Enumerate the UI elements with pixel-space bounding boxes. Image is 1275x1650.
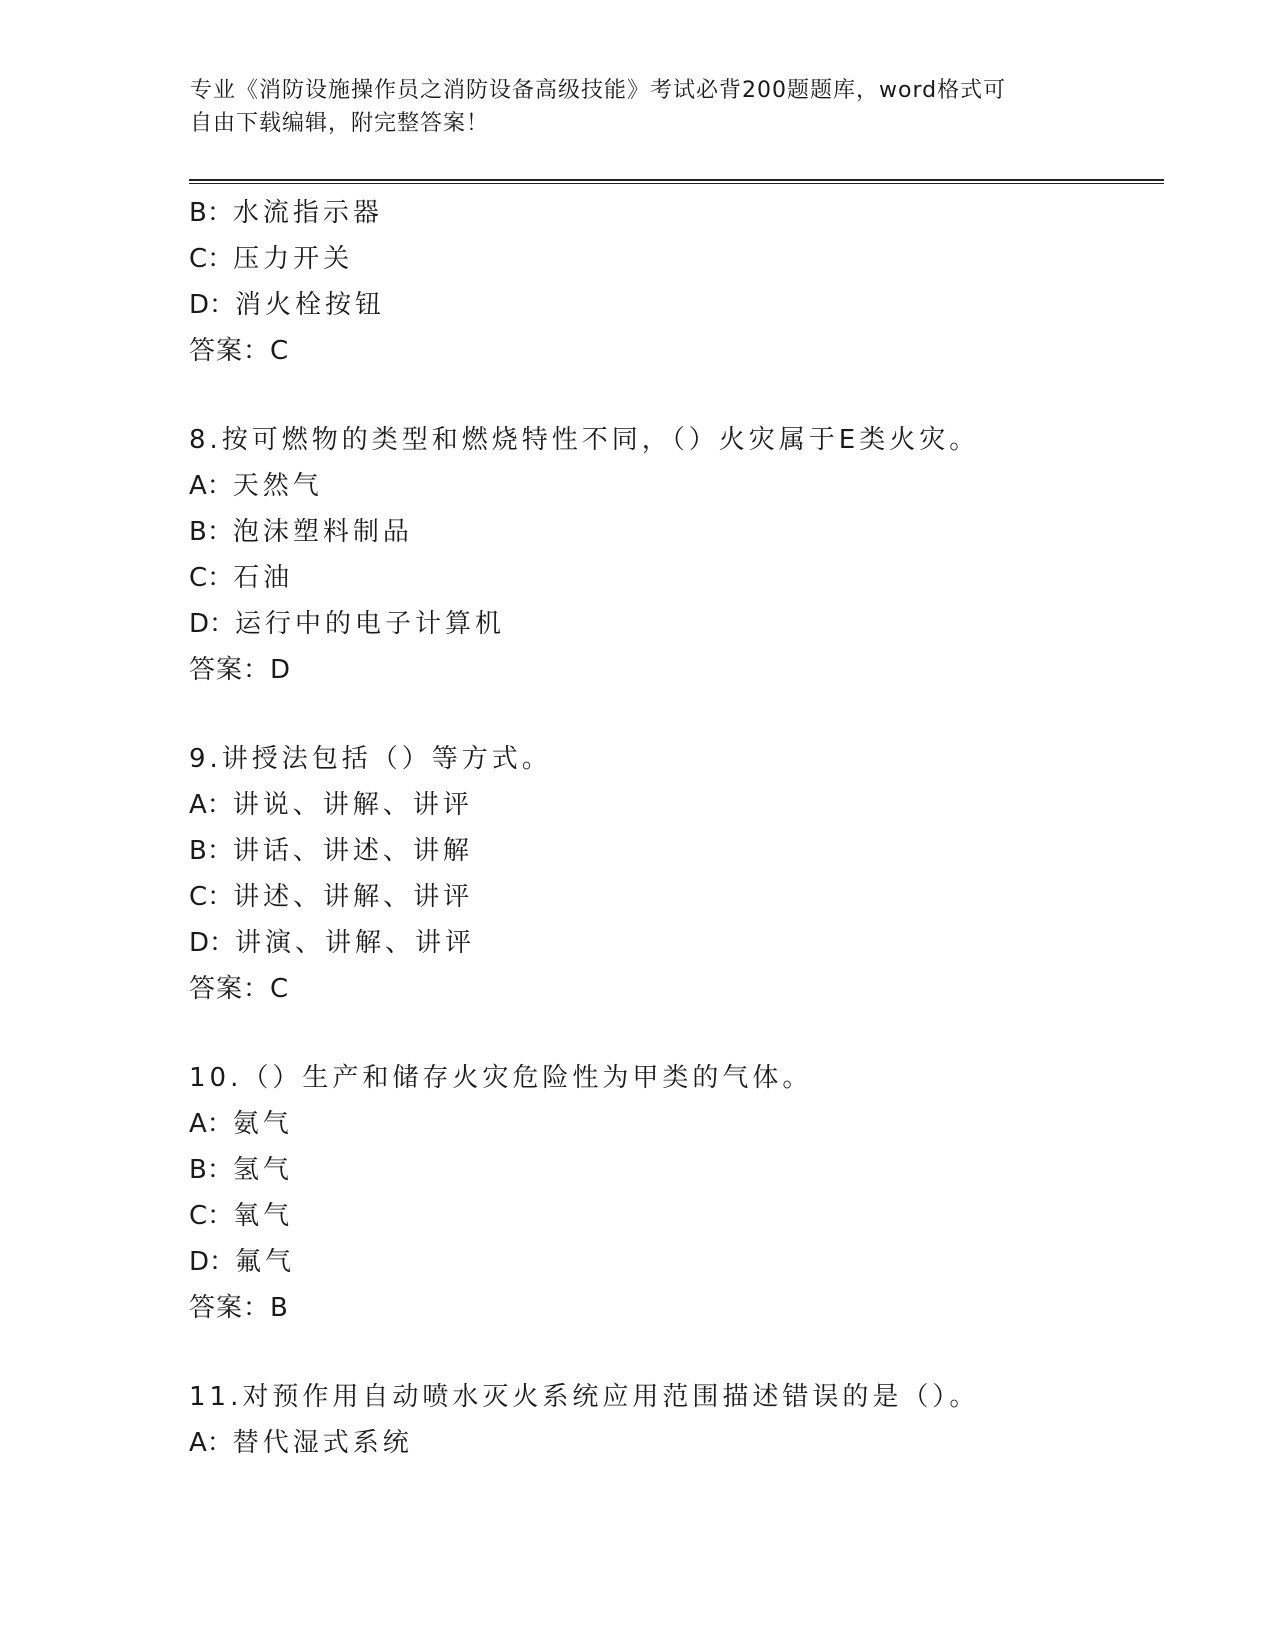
question-stem: 10.（）生产和储存火灾危险性为甲类的气体。 [189, 1063, 813, 1093]
question-8 [189, 417, 1169, 693]
option-c: C：氧气 [189, 1201, 294, 1231]
option-b: B：泡沫塑料制品 [189, 517, 413, 547]
option-b: B：水流指示器 [189, 198, 383, 228]
question-9 [189, 736, 1169, 1012]
document-header [190, 74, 1090, 140]
question-stem: 9.讲授法包括（）等方式。 [189, 744, 552, 774]
header-line-2: 自由下载编辑，附完整答案！ [190, 111, 490, 136]
question-10 [189, 1055, 1169, 1331]
option-a: A：氨气 [189, 1109, 293, 1139]
option-c: C：压力开关 [189, 244, 354, 274]
answer-line: 答案：B [189, 1293, 289, 1323]
question-7-continuation [189, 190, 1169, 374]
option-b: B：氢气 [189, 1155, 293, 1185]
option-c: C：石油 [189, 563, 294, 593]
option-c: C：讲述、讲解、讲评 [189, 882, 474, 912]
option-a: A：讲说、讲解、讲评 [189, 790, 473, 820]
question-list [189, 190, 1169, 1466]
option-d: D：运行中的电子计算机 [189, 609, 506, 639]
answer-line: 答案：C [189, 974, 290, 1004]
option-b: B：讲话、讲述、讲解 [189, 836, 473, 866]
header-line-1: 专业《消防设施操作员之消防设备高级技能》考试必背200题题库，word格式可 [190, 78, 1007, 103]
answer-line: 答案：C [189, 336, 290, 366]
option-d: D：消火栓按钮 [189, 290, 386, 320]
option-d: D：讲演、讲解、讲评 [189, 928, 476, 958]
option-a: A：替代湿式系统 [189, 1428, 413, 1458]
answer-line: 答案：D [189, 655, 292, 685]
question-11 [189, 1374, 1169, 1466]
header-divider [189, 179, 1164, 184]
option-d: D：氟气 [189, 1247, 296, 1277]
option-a: A：天然气 [189, 471, 323, 501]
question-stem: 8.按可燃物的类型和燃烧特性不同，（）火灾属于E类火灾。 [189, 425, 980, 455]
question-stem: 11.对预作用自动喷水灭火系统应用范围描述错误的是（）。 [189, 1382, 980, 1412]
